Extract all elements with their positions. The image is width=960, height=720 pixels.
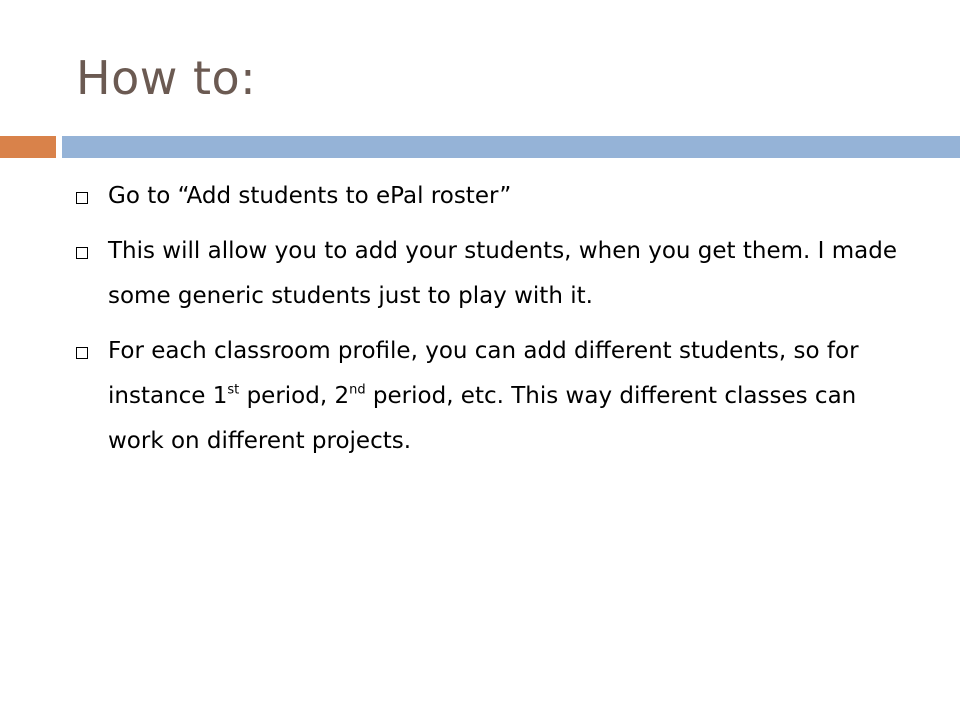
square-bullet-icon [76, 347, 88, 359]
slide-title: How to: [76, 51, 257, 105]
bullet-item-1 [76, 174, 916, 219]
square-bullet-icon [76, 247, 88, 259]
bullet-text-part-1: For each classroom profile, you can add different students, so for instance 1 [108, 338, 859, 409]
bullet-list [76, 174, 916, 474]
accent-bar-blue [62, 136, 960, 158]
bullet-text-part-2: period, 2 [239, 383, 350, 409]
bullet-text: Go to “Add students to ePal roster” [108, 183, 512, 209]
accent-bar-orange [0, 136, 56, 158]
bullet-item-3 [76, 329, 916, 464]
bullet-text-part-3: period, etc. This way different classes can work on different projects. [108, 383, 857, 454]
superscript-st: st [227, 382, 240, 398]
bullet-item-2 [76, 229, 916, 319]
superscript-nd: nd [349, 382, 366, 398]
bullet-text: This will allow you to add your students, when you get them. I made some generic students just to play with it. [108, 238, 897, 309]
square-bullet-icon [76, 192, 88, 204]
